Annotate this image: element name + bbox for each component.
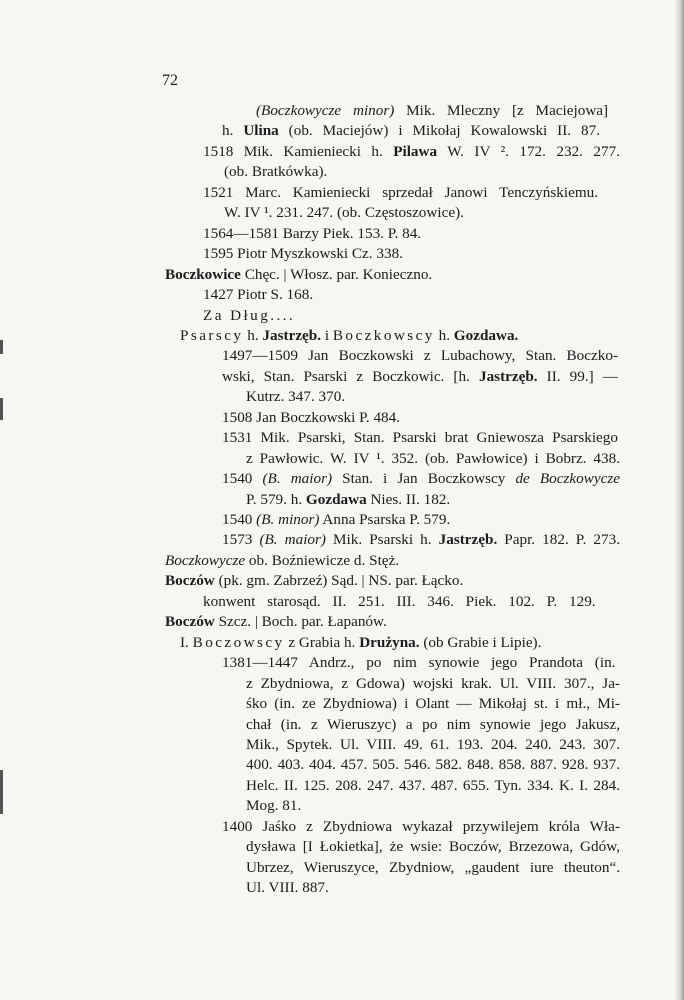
page-number: 72: [162, 72, 178, 89]
text-line: [222, 429, 618, 447]
text-line: [246, 756, 620, 774]
text-run: Nies. II. 182.: [366, 490, 451, 508]
text-line: [222, 511, 450, 529]
text-run: konwent starosąd. II. 251. III. 346. Piek. 102. P. 129.: [203, 592, 596, 610]
text-run: z Grabia h.: [284, 633, 360, 651]
text-line: [203, 225, 421, 243]
text-line: [203, 593, 596, 611]
scan-edge-mark: [0, 770, 3, 814]
text-line: [222, 531, 620, 549]
text-run: h.: [222, 122, 244, 140]
text-run: Za Dług....: [203, 306, 296, 324]
text-run: (Boczkowycze minor): [256, 102, 395, 119]
text-line: [222, 122, 600, 140]
text-line: [222, 409, 400, 427]
text-run: 400. 403. 404. 457. 505. 546. 582. 848. 858. 887. 928. 937.: [246, 756, 620, 774]
text-run: (pk. gm. Zabrzeź) Sąd. | NS. par. Łącko.: [214, 572, 464, 590]
text-run: z Pawłowic. W. IV ¹. 352. (ob. Pawłowice) i Bobrz. 438.: [246, 449, 620, 467]
text-run: Jastrzęb.: [438, 531, 498, 549]
text-run: I.: [180, 633, 193, 651]
text-line: [246, 797, 301, 815]
text-line: [222, 368, 618, 386]
text-run: i: [321, 326, 333, 344]
text-line: [165, 613, 387, 631]
text-run: II. 99.] —: [537, 367, 618, 385]
text-run: 1540: [222, 511, 257, 528]
text-line: [246, 736, 620, 754]
text-run: W. IV ¹. 231. 247. (ob. Częstoszowice).: [224, 204, 464, 222]
text-run: Anna Psarska P. 579.: [319, 511, 451, 528]
text-line: [246, 388, 345, 406]
text-run: Psarscy: [180, 326, 244, 344]
text-line: [203, 184, 598, 202]
text-run: 1595 Piotr Myszkowski Cz. 338.: [203, 245, 403, 263]
text-line: [222, 470, 620, 488]
text-run: Mik. Mleczny [z Maciejowa]: [394, 102, 609, 119]
text-run: dysława [I Łokietka], że wsie: Boczów, Brzezowa, Gdów,: [246, 838, 620, 856]
text-run: Mik., Spytek. Ul. VIII. 49. 61. 193. 204. 240. 243. 307.: [246, 735, 620, 753]
text-run: 1521 Marc. Kamieniecki sprzedał Janowi Tenczyńskiemu.: [203, 183, 599, 201]
text-run: 1564—1581 Barzy Piek. 153. P. 84.: [203, 224, 422, 242]
text-run: (ob. Maciejów) i Mikołaj Kowalowski II. 87.: [278, 122, 601, 140]
text-line: [165, 552, 399, 570]
text-run: Helc. II. 125. 208. 247. 437. 487. 655. Tyn. 334. K. I. 284.: [246, 776, 620, 794]
text-run: ob. Boźniewicze d. Stęż.: [245, 551, 400, 569]
page-edge-shadow: [674, 0, 684, 1000]
text-line: [165, 572, 463, 590]
text-line: [203, 307, 295, 325]
text-run: Papr. 182. P. 273.: [497, 531, 621, 549]
text-run: h.: [434, 326, 454, 344]
text-run: Mik. Psarski h.: [325, 531, 439, 549]
scan-edge-mark: [0, 398, 3, 420]
text-run: Boczów: [165, 572, 215, 590]
text-line: [180, 327, 518, 345]
text-line: [256, 102, 608, 120]
text-run: de Boczkowycze: [515, 470, 620, 488]
text-run: W. IV ². 172. 232. 277.: [437, 142, 620, 160]
text-run: chał (in. z Wieruszyc) a po nim synowie jego Jakusz,: [246, 715, 620, 733]
text-run: (ob Grabie i Lipie).: [419, 633, 542, 651]
text-run: Boczkowscy: [332, 326, 435, 344]
text-run: Kutrz. 347. 370.: [246, 388, 346, 406]
text-run: Jastrzęb.: [478, 367, 538, 385]
text-run: Boczkowycze: [165, 551, 246, 569]
text-run: Ul. VIII. 887.: [246, 879, 329, 897]
text-line: [165, 266, 432, 284]
text-run: Mog. 81.: [246, 797, 302, 815]
text-run: 1400 Jaśko z Zbydniowa wykazał przywilejem króla Wła-: [222, 817, 620, 835]
text-line: [222, 347, 618, 365]
text-line: [203, 143, 620, 161]
text-line: [246, 838, 620, 856]
text-run: 1540: [222, 470, 263, 488]
text-line: [180, 634, 541, 652]
text-run: Boczkowice: [165, 265, 241, 283]
text-line: [203, 286, 313, 304]
text-line: [222, 818, 620, 836]
text-run: śko (in. ze Zbydniowa) i Olant — Mikołaj st. i mł., Mi-: [246, 695, 620, 713]
text-run: Ubrzez, Wieruszyce, Zbydniow, „gaudent iure theuton“.: [246, 858, 620, 876]
text-run: 1518 Mik. Kamieniecki h.: [203, 142, 394, 160]
text-run: Gozdawa: [305, 490, 367, 508]
text-run: wski, Stan. Psarski z Boczkowic. [h.: [222, 367, 479, 385]
text-run: Jastrzęb.: [262, 326, 322, 344]
text-run: (ob. Bratkówka).: [224, 163, 328, 181]
text-run: Chęc. | Włosz. par. Konieczno.: [240, 265, 433, 283]
text-line: [246, 859, 620, 877]
text-run: h.: [243, 326, 263, 344]
text-line: [246, 777, 620, 795]
text-line: [203, 245, 403, 263]
text-run: (B. maior): [259, 531, 326, 549]
text-run: 1497—1509 Jan Boczkowski z Lubachowy, Stan. Boczko-: [222, 347, 618, 365]
text-run: z Zbydniowa, z Gdowa) wojski krak. Ul. VIII. 307., Ja-: [246, 674, 620, 692]
text-line: [224, 204, 464, 222]
text-line: [224, 163, 327, 181]
text-run: (B. minor): [256, 511, 320, 528]
text-run: Ulina: [243, 122, 279, 140]
text-run: P. 579. h.: [246, 490, 306, 508]
text-run: Stan. i Jan Boczkowscy: [332, 470, 516, 488]
text-run: 1427 Piotr S. 168.: [203, 286, 314, 304]
text-run: Pilawa: [393, 142, 438, 160]
text-line: [222, 654, 615, 672]
text-run: 1508 Jan Boczkowski P. 484.: [222, 408, 401, 426]
text-run: Boczowscy: [192, 633, 285, 651]
text-line: [246, 675, 620, 693]
text-run: Szcz. | Boch. par. Łapanów.: [214, 613, 387, 631]
text-run: 1381—1447 Andrz., po nim synowie jego Prandota (in.: [222, 654, 616, 672]
text-line: [246, 716, 620, 734]
text-line: [246, 695, 620, 713]
text-run: Gozdawa.: [453, 326, 519, 344]
text-line: [246, 879, 329, 897]
text-run: (B. maior): [262, 470, 333, 488]
scan-edge-mark: [0, 340, 3, 354]
text-line: [246, 491, 450, 509]
text-run: Boczów: [165, 613, 215, 631]
text-run: 1531 Mik. Psarski, Stan. Psarski brat Gniewosza Psarskiego: [222, 429, 618, 447]
text-run: Drużyna.: [359, 633, 420, 651]
text-run: 1573: [222, 531, 260, 549]
text-line: [246, 450, 620, 468]
